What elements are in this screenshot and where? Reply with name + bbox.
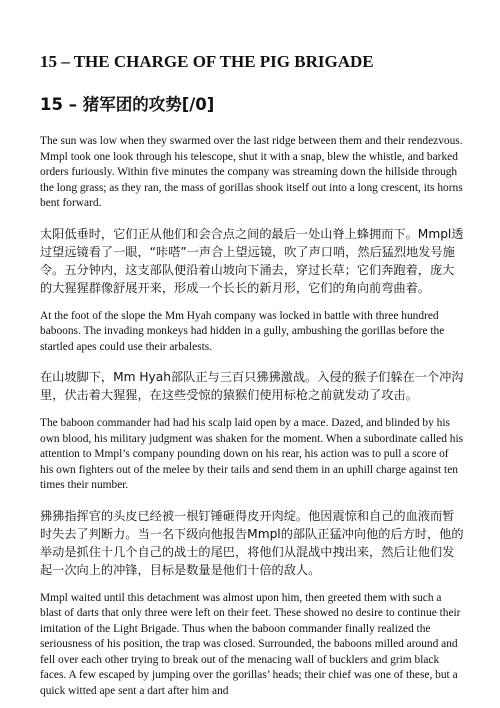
paragraph-english: The sun was low when they swarmed over the last ridge between them and their rendezvous. Mmpl took one look through his telescope, shut it with a snap, blew the whistle, and barked orders furiously. Within five minutes the company was streaming down the hillside through the long grass; as they ran, the mass of gorillas shook itself out into a long crescent, its horns bent forward. (40, 135, 463, 209)
spacer (40, 494, 464, 507)
paragraph-chinese: 在山坡脚下，Mm Hyah部队正与三百只狒狒激战。入侵的猴子们躲在一个冲沟里，伏击着大猩猩，在这些受惊的猿猴们使用标枪之前就发动了攻击。 (40, 370, 464, 402)
paragraph-english: Mmpl waited until this detachment was almost upon him, then greeted them with such a blast of darts that only three were left on their feet. These showed no desire to continue their imitation of the Light Brigade. Thus when the baboon commander finally realized the seriousness of his position, the trap was closed. Surrounded, the baboons milled around and fell over each other trying to break out of the menacing wall of bucklers and grim black faces. A few escaped by jumping over the gorillas’ heads; their chief was one of these, but a quick witted ape sent a dart after him and (40, 591, 461, 697)
chapter-title-chinese: 15 – 猪军团的攻势[/0] (40, 95, 215, 114)
spacer (40, 297, 464, 309)
spacer (40, 116, 464, 134)
spacer (40, 212, 464, 225)
paragraph-english: At the foot of the slope the Mm Hyah company was locked in battle with three hundred baboons. The invading monkeys had hidden in a gully, ambushing the gorillas before the startled apes could use their arbalests. (40, 309, 445, 353)
chapter-title-english: 15 – THE CHARGE OF THE PIG BRIGADE (40, 52, 374, 71)
spacer (40, 579, 464, 591)
paragraph-chinese: 太阳低垂时，它们正从他们和会合点之间的最后一处山脊上蜂拥而下。Mmpl透过望远镜看了一眼，“咔嗒”一声合上望远镜，吹了声口哨，然后猛烈地发号施令。五分钟内，这支部队便沿着山坡向下涌去，穿过长草；它们奔跑着，庞大的大猩猩群像舒展开来，形成一个长长的新月形，它们的角向前弯曲着。 (40, 226, 464, 295)
document-page (40, 0, 464, 699)
paragraph-english: The baboon commander had had his scalp laid open by a mace. Dazed, and blinded by his own blood, his military judgment was shaken for the moment. When a subordinate called his attention to Mmpl’s company pounding down on his rear, his action was to pull a score of his own fighters out of the melee by their tails and send them in an uphill charge against ten times their number. (40, 417, 464, 491)
spacer (40, 404, 464, 416)
paragraph-chinese: 狒狒指挥官的头皮已经被一根钉锤砸得皮开肉绽。他因震惊和自己的血液而暂时失去了判断力。当一名下级向他报告Mmpl的部队正猛冲向他的后方时，他的举动是抓住十几个自己的战士的尾巴，将他们从混战中拽出来，然后让他们发起一次向上的冲锋，目标是数量是他们十倍的敌人。 (40, 508, 464, 577)
spacer (40, 355, 464, 368)
